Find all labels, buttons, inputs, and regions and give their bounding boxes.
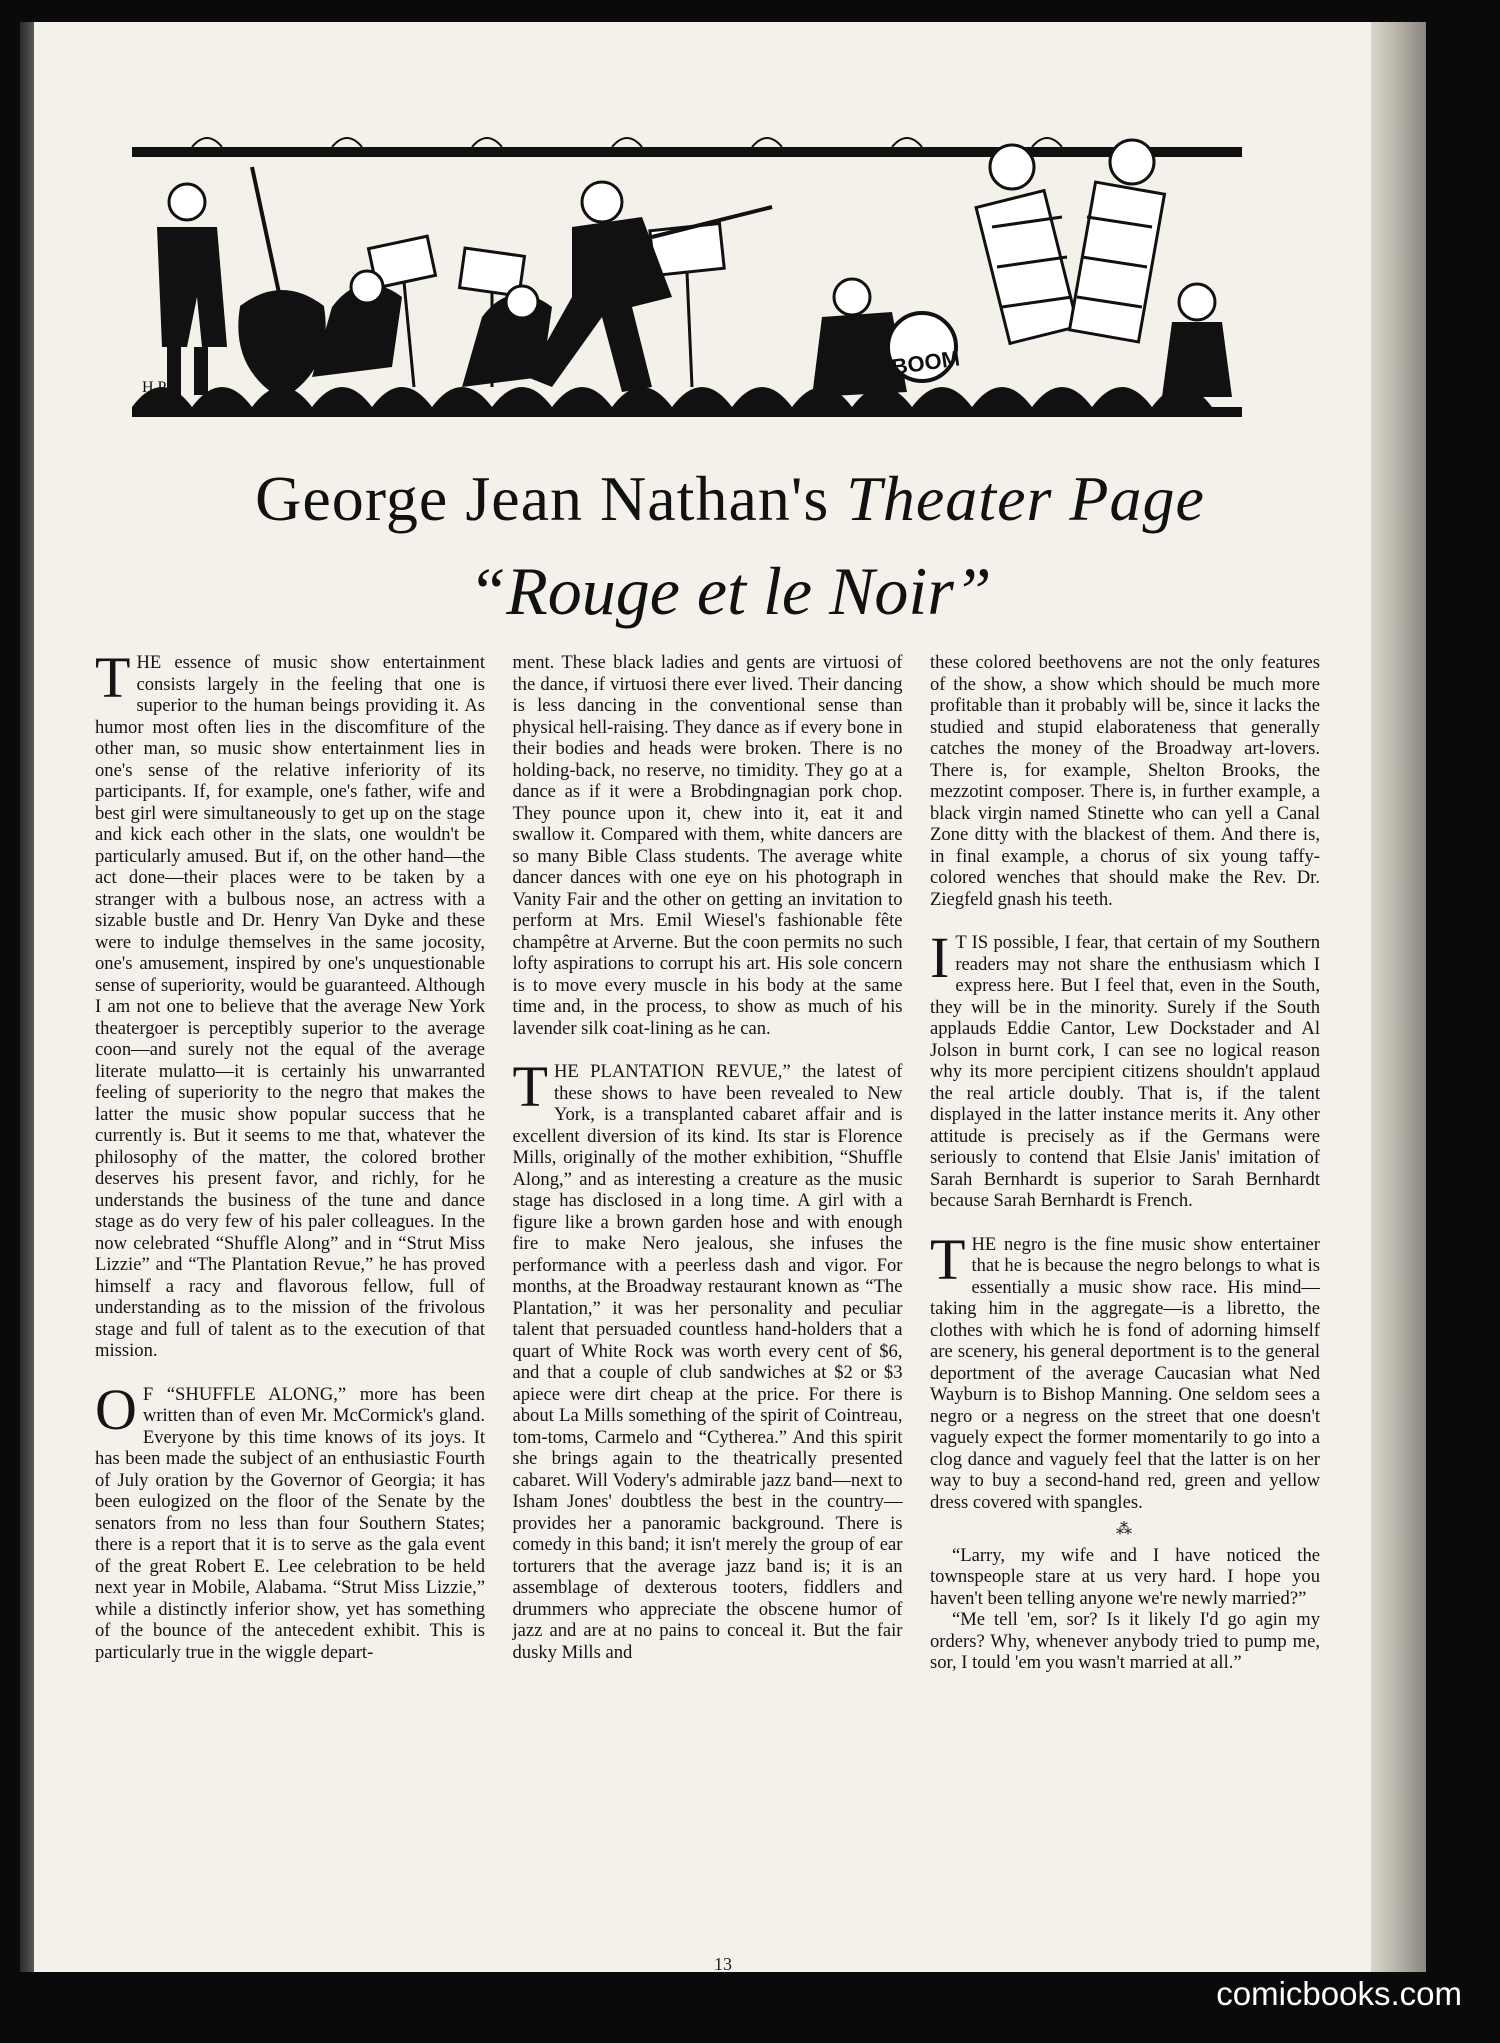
illustration-sound-word: BOOM — [890, 345, 962, 380]
section-break-asterism: ⁂ — [1116, 1521, 1134, 1538]
paragraph: these colored beethovens are not the only features of the show, a show which should be much more profitable than it probably will be, since it lacks the studied and stupid elaborateness that generally catches the money of the Broadway art-lovers. There is, for example, Shelton Brooks, the mezzotint composer. There is, in further example, a black virgin named Stinette who can yell a Canal Zone ditty with the blackest of them. And there is, in final example, a chorus of six young taffy-colored wenches that should make the Rev. Dr. Ziegfeld gnash his teeth. — [930, 652, 1320, 910]
title-author: George Jean Nathan's — [255, 463, 830, 534]
drop-cap: T — [930, 1226, 966, 1292]
drop-cap: O — [95, 1376, 137, 1442]
page-title — [80, 462, 1380, 536]
article-subtitle: “Rouge et le Noir” — [468, 553, 992, 629]
paragraph-text: T IS possible, I fear, that certain of my Southern readers may not share the enthusiasm which I express here. But I feel that, even in the South, they will be in the minority. Surely if the South applauds Eddie Cantor, Lew Dockstader and Al Jolson in burnt cork, I can see no logical reason why its more percipient citizens shouldn't applaud the real article doubly. That is, if the talent displayed in the latter instance merits it. Any other attitude is precisely as if the Germans were seriously to contend that Elsie Janis' imitation of Sarah Bernhardt is superior to Sarah Bernhardt because Sarah Bernhardt is French. — [930, 932, 1320, 1211]
paragraph — [95, 645, 485, 1362]
header-illustration — [132, 107, 1242, 437]
page-spine — [1371, 22, 1426, 1972]
drop-cap: T — [95, 645, 131, 710]
paragraph-text: HE essence of music show entertainment consists largely in the feeling that one is superior to the human beings providing it. As humor most often lies in the discomfiture of the other man, so music show entertainment lies in one's sense of the relative inferiority of its participants. If, for example, one's father, wife and best girl were simultaneously to get up on the stage and kick each other in the slats, one wouldn't be particularly amused. But if, on the other hand—the act done—their places were to be taken by a stranger with a bulbous nose, an actress with a sizable bustle and Dr. Henry Van Dyke and these were to indulge themselves in the same jocosity, one's amusement, inspired by one's unquestionable sense of superiority, would be guaranteed. Although I am not one to believe that the average New York theatergoer is perceptibly superior to the average coon—and surely not the equal of the average literate mulatto—it is certainly his unwarranted feeling of superiority to the negro that makes the latter the music show popular success that he currently is. But it seems to me that, whatever the philosophy of the matter, the colored brother deserves his present favor, and richly, for he understands the business of the tune and dance stage as do very few of his paler colleagues. In the now celebrated “Shuffle Along” and in “Strut Miss Lizzie” and “The Plantation Revue,” he has proved himself a racy and flavorous fellow, full of understanding as to the mission of the frivolous stage and full of talent as to the execution of that mission. — [95, 652, 485, 1361]
article-column-1 — [95, 645, 485, 1942]
illustration-signature: H.P. — [142, 379, 169, 396]
paragraph — [512, 1054, 903, 1663]
anecdote-paragraph: “Larry, my wife and I have noticed the townspeople stare at us very hard. I hope you haven't been telling anyone we're newly married?” — [930, 1544, 1320, 1609]
paragraph — [930, 1226, 1320, 1514]
article-body — [95, 645, 1320, 1942]
article-column-3 — [930, 652, 1320, 1942]
paragraph — [95, 1376, 485, 1664]
paragraph: ment. These black ladies and gents are virtuosi of the dance, if virtuosi there ever lived. Their dancing is less dancing in the conventional sense than physical hell-raising. They dance as if every bone in their bodies and heads were broken. There is no holding-back, no reserve, no timidity. They go at a dance as if it were a Brobdingnagian pork chop. They pounce upon it, chew into it, eat it and swallow it. Compared with them, white dancers are so many Bible Class students. The average white dancer dances with one eye on his photograph in Vanity Fair and the other on getting an invitation to perform at Mrs. Emil Wiesel's fashionable fête champêtre at Arverne. But the coon permits no such lofty aspirations to corrupt his art. His sole concern is to move every muscle in his body at the same time and, in the process, to show as much of his lavender silk coat-lining as he can. — [512, 652, 903, 1039]
article-column-2 — [513, 652, 903, 1942]
drop-cap: I — [930, 925, 950, 990]
paragraph-text: F “SHUFFLE ALONG,” more has been written than of even Mr. McCormick's gland. Everyone by this time knows of its joys. It has been made the subject of an enthusiastic Fourth of July oration by the Governor of Georgia; it has been eulogized on the floor of the Senate by the senators from no less than four Southern States; there is a report that it is to serve as the gala event of the great Robert E. Lee celebration to be held next year in Mobile, Alabama. “Strut Miss Lizzie,” while a distinctly inferior show, yet has something of the bounce of the antecedent exhibit. This is particularly true in the wiggle depart- — [95, 1383, 485, 1663]
paragraph-text: HE PLANTATION REVUE,” the latest of these shows to have been revealed to New York, is a transplanted cabaret affair and is excellent diversion of its kind. Its star is Florence Mills, originally of the mother exhibition, “Shuffle Along,” and as interesting a creature as the music stage has disclosed in a long time. A girl with a figure like a brown garden hose and with enough fire to make Nero jealous, she infuses the performance with a peerless dash and vigor. For months, at the Broadway restaurant known as “The Plantation,” it was her personality and peculiar talent that persuaded countless hand-holders that a quart of White Rock was worth every cent of $6, and that a couple of club sandwiches at $2 or $3 apiece were dirt cheap at the price. For there is about La Mills something of the spirit of Cointreau, tom-toms, Carmelo and “Cytherea.” And this spirit she brings again to the theatrically presented cabaret. Will Vodery's admirable jazz band—next to Isham Jones' doubtless the best in the country—provides her a panoramic background. There is comedy in this band; it isn't merely the group of ear torturers that the average jazz band is; it is an assemblage of dexterous tooters, fiddlers and drummers who appreciate the obscene humor of jazz and are at no pains to conceal it. But the fair dusky Mills and — [512, 1061, 903, 1663]
title-section: Theater Page — [846, 463, 1205, 534]
paragraph-text: HE negro is the fine music show entertainer that he is because the negro belongs to what is essentially a music show race. His mind—taking him in the aggregate—is a libretto, the clothes with which he is fond of adorning himself are scenery, his general deportment is to the general deportment of the average Caucasian what Ned Wayburn is to Bishop Manning. One seldom sees a negro or a negress on the street that one doesn't vaguely expect the former momentarily to go into a clog dance and vaguely feel that the latter is on her way to buy a second-hand red, green and yellow dress covered with spangles. — [930, 1233, 1320, 1513]
orchestra-illustration — [132, 107, 1242, 437]
paragraph — [930, 925, 1320, 1212]
page-left-edge — [20, 22, 34, 1972]
drop-cap: T — [512, 1054, 548, 1119]
anecdote-paragraph: “Me tell 'em, sor? Is it likely I'd go agin my orders? Why, whenever anybody tried to pump me, sor, I tould 'em you wasn't married at all.” — [930, 1609, 1320, 1673]
magazine-page — [20, 22, 1426, 1972]
page-number: 13 — [714, 1954, 732, 1972]
watermark-text: comicbooks.com — [1216, 1975, 1462, 2012]
